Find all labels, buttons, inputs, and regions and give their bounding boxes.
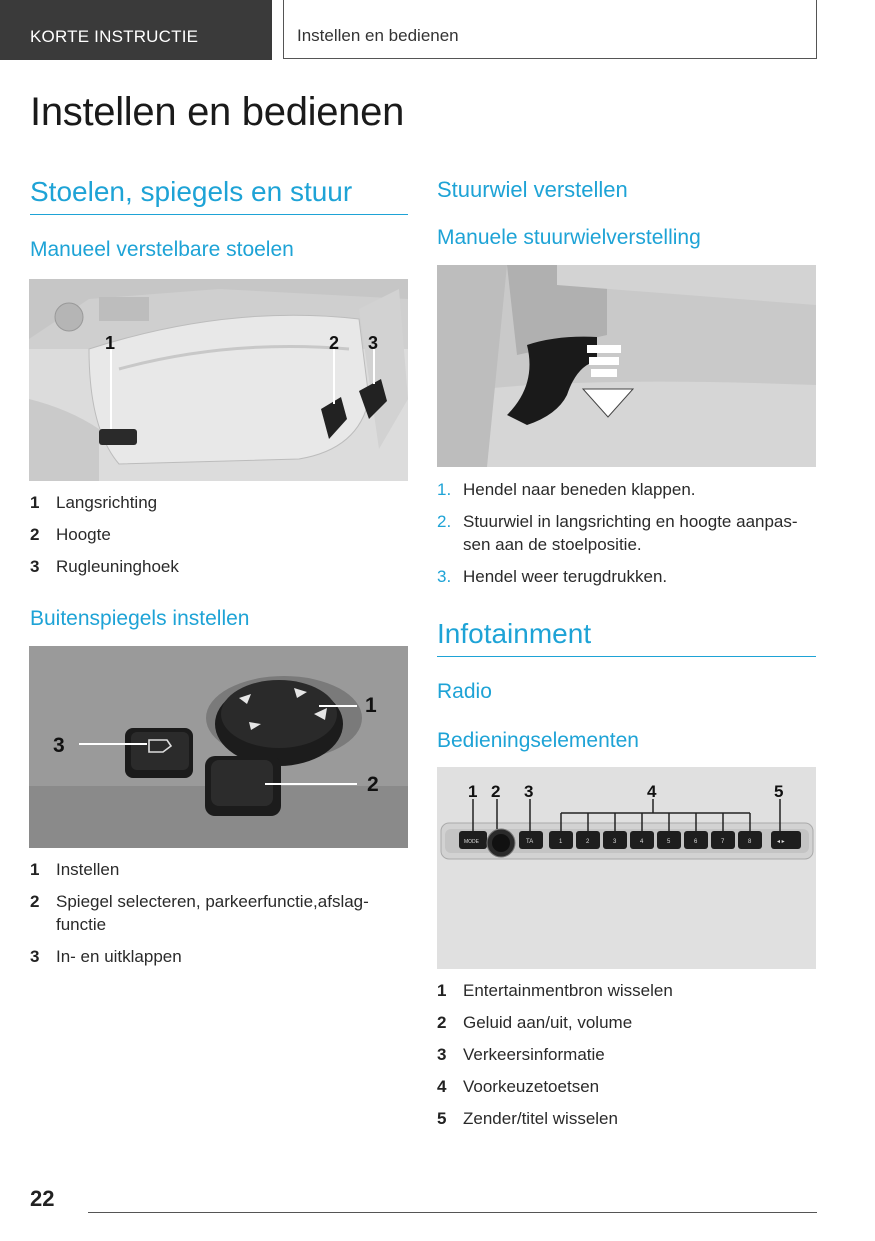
list-item bbox=[30, 491, 408, 514]
footer-rule bbox=[88, 1212, 817, 1213]
item-number: 2 bbox=[437, 1013, 447, 1032]
item-text: Stuurwiel in langsrichting en hoogte aanpas-sen aan de stoelpositie. bbox=[463, 512, 798, 554]
item-number: 3 bbox=[30, 947, 40, 966]
list-item bbox=[437, 1107, 816, 1130]
item-number: 3 bbox=[437, 1045, 447, 1064]
radio-callout: 3 bbox=[524, 782, 534, 801]
preset-label: 7 bbox=[721, 839, 725, 845]
steering-steps-list bbox=[437, 478, 816, 597]
radio-legend-list bbox=[437, 979, 816, 1139]
radio-panel-illustration bbox=[437, 767, 816, 969]
list-item bbox=[30, 858, 408, 881]
ta-label: TA bbox=[526, 839, 534, 845]
preset-label: 5 bbox=[667, 839, 671, 845]
item-number: 2 bbox=[30, 892, 40, 911]
preset-label: 4 bbox=[640, 839, 644, 845]
item-number: 5 bbox=[437, 1109, 447, 1128]
mirrors-title: Buitenspiegels instellen bbox=[30, 607, 250, 630]
list-item bbox=[30, 945, 408, 968]
step-number: 1. bbox=[437, 480, 452, 499]
section-title-seats-mirrors: Stoelen, spiegels en stuur bbox=[30, 176, 408, 215]
seat-callout: 2 bbox=[329, 333, 340, 353]
list-item bbox=[437, 979, 816, 1002]
list-item bbox=[30, 523, 408, 546]
item-text: Hendel weer terugdrukken. bbox=[463, 567, 668, 586]
preset-label: 1 bbox=[559, 839, 563, 845]
step-number: 3. bbox=[437, 567, 452, 586]
preset-label: 8 bbox=[748, 839, 752, 845]
item-text: Geluid aan/uit, volume bbox=[463, 1013, 633, 1032]
item-text: Verkeersinformatie bbox=[463, 1045, 605, 1064]
item-number: 1 bbox=[30, 493, 40, 512]
preset-label: 2 bbox=[586, 839, 590, 845]
page-title: Instellen en bedienen bbox=[30, 90, 405, 134]
list-item bbox=[437, 478, 816, 501]
list-item bbox=[437, 1043, 816, 1066]
mirror-callout: 2 bbox=[367, 773, 379, 796]
mirror-callout: 1 bbox=[365, 694, 377, 717]
seat-illustration bbox=[29, 279, 408, 481]
radio-callout: 5 bbox=[774, 782, 784, 801]
seats-title: Manueel verstelbare stoelen bbox=[30, 238, 294, 261]
steering-section-title: Stuurwiel verstellen bbox=[437, 177, 628, 202]
list-item bbox=[437, 565, 816, 588]
item-text: Rugleuninghoek bbox=[56, 557, 179, 576]
item-text: Spiegel selecteren, parkeerfunctie,afslag-functie bbox=[56, 892, 369, 934]
item-number: 4 bbox=[437, 1077, 447, 1096]
item-number: 2 bbox=[30, 525, 40, 544]
seat-callout: 3 bbox=[368, 333, 379, 353]
svg-text:◂ ▸: ◂ ▸ bbox=[777, 839, 785, 845]
list-item bbox=[30, 555, 408, 578]
step-number: 2. bbox=[437, 512, 452, 531]
preset-label: 3 bbox=[613, 839, 617, 845]
item-number: 1 bbox=[437, 981, 447, 1000]
page-number: 22 bbox=[30, 1186, 55, 1211]
preset-label: 6 bbox=[694, 839, 698, 845]
controls-title: Bedieningselementen bbox=[437, 729, 639, 752]
list-item bbox=[437, 1011, 816, 1034]
list-item bbox=[437, 1075, 816, 1098]
radio-callout: 2 bbox=[491, 782, 501, 801]
item-text: Instellen bbox=[56, 860, 120, 879]
chapter-tab: Instellen en bedienen bbox=[283, 0, 817, 59]
mirror-control-illustration bbox=[29, 646, 408, 848]
mode-label: MODE bbox=[464, 839, 479, 845]
item-text: Langsrichting bbox=[56, 493, 158, 512]
list-item bbox=[437, 510, 816, 556]
item-text: In- en uitklappen bbox=[56, 947, 182, 966]
item-text: Zender/titel wisselen bbox=[463, 1109, 618, 1128]
item-number: 1 bbox=[30, 860, 40, 879]
item-number: 3 bbox=[30, 557, 40, 576]
mirror-callout: 3 bbox=[53, 734, 65, 757]
item-text: Hoogte bbox=[56, 525, 111, 544]
item-text: Voorkeuzetoetsen bbox=[463, 1077, 600, 1096]
mirror-legend-list bbox=[30, 858, 408, 977]
seat-callout: 1 bbox=[105, 333, 116, 353]
section-title-infotainment: Infotainment bbox=[437, 618, 816, 657]
steering-lever-illustration bbox=[437, 265, 816, 467]
radio-title: Radio bbox=[437, 680, 492, 703]
radio-callout: 4 bbox=[647, 782, 657, 801]
list-item bbox=[30, 890, 408, 936]
seat-legend-list bbox=[30, 491, 408, 587]
item-text: Entertainmentbron wisselen bbox=[463, 981, 673, 1000]
section-tab: KORTE INSTRUCTIE bbox=[0, 0, 272, 60]
item-text: Hendel naar beneden klappen. bbox=[463, 480, 696, 499]
radio-callout: 1 bbox=[468, 782, 478, 801]
steering-title: Manuele stuurwielverstelling bbox=[437, 226, 701, 249]
